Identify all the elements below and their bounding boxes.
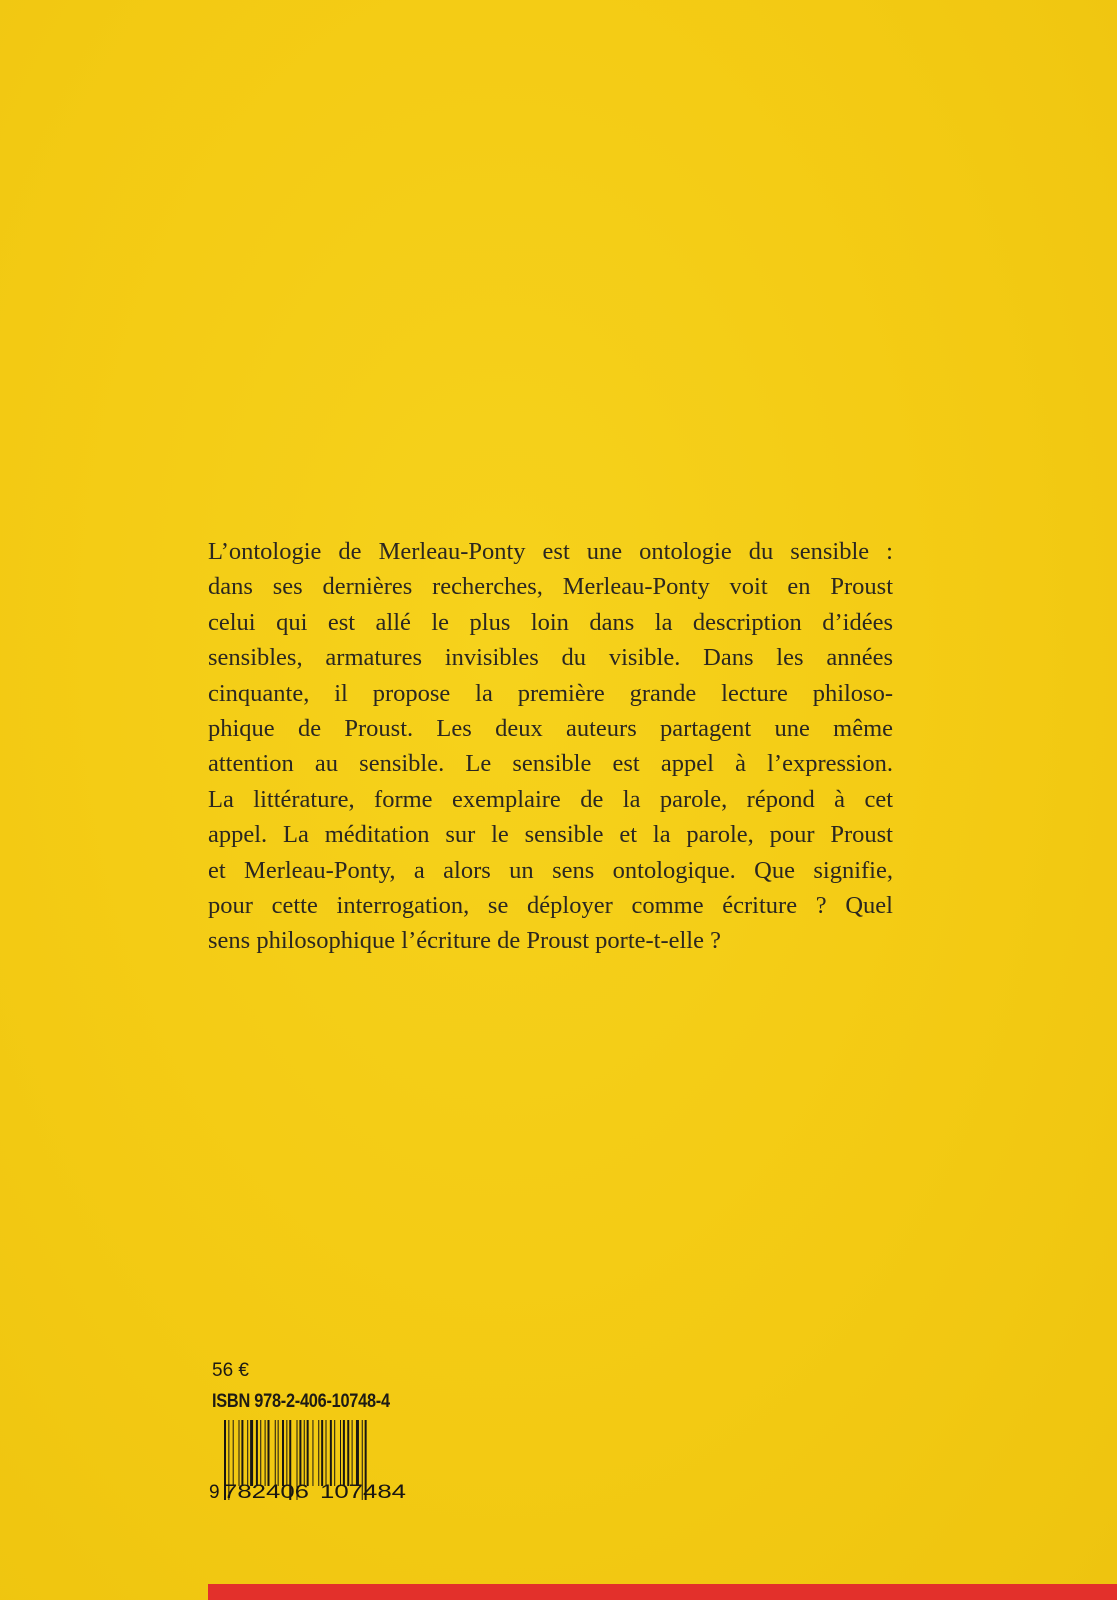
barcode-digits-right: 107484 bbox=[320, 1482, 407, 1503]
blurb-line: sensibles, armatures invisibles du visible. Dans les années bbox=[208, 644, 893, 672]
blurb-line: pour cette interrogation, se déployer comme écriture ? Quel bbox=[208, 892, 893, 920]
blurb-line: attention au sensible. Le sensible est appel à l’expression. bbox=[208, 750, 893, 778]
price-label: 56 € bbox=[212, 1360, 249, 1381]
blurb-line: L’ontologie de Merleau-Ponty est une ontologie du sensible : bbox=[208, 538, 893, 565]
blurb-line: La littérature, forme exemplaire de la parole, répond à cet bbox=[208, 785, 893, 813]
blurb-text bbox=[208, 534, 893, 959]
blurb-line: appel. La méditation sur le sensible et la parole, pour Proust bbox=[208, 821, 893, 849]
red-band bbox=[208, 1584, 1117, 1600]
isbn-label: ISBN 978-2-406-10748-4 bbox=[212, 1391, 390, 1412]
blurb-line: dans ses dernières recherches, Merleau-Ponty voit en Proust bbox=[208, 573, 893, 601]
blurb-line: cinquante, il propose la première grande lecture philoso- bbox=[208, 679, 893, 707]
blurb-line: phique de Proust. Les deux auteurs partagent une même bbox=[208, 715, 893, 743]
barcode-digit-first: 9 bbox=[209, 1482, 220, 1503]
barcode-digits bbox=[208, 1477, 420, 1503]
barcode-digits-left: 782406 bbox=[223, 1482, 309, 1503]
blurb-line: celui qui est allé le plus loin dans la description d’idées bbox=[208, 608, 893, 636]
blurb-line: sens philosophique l’écriture de Proust porte-t-elle ? bbox=[208, 927, 721, 955]
blurb-line: et Merleau-Ponty, a alors un sens ontologique. Que signifie, bbox=[208, 856, 893, 884]
